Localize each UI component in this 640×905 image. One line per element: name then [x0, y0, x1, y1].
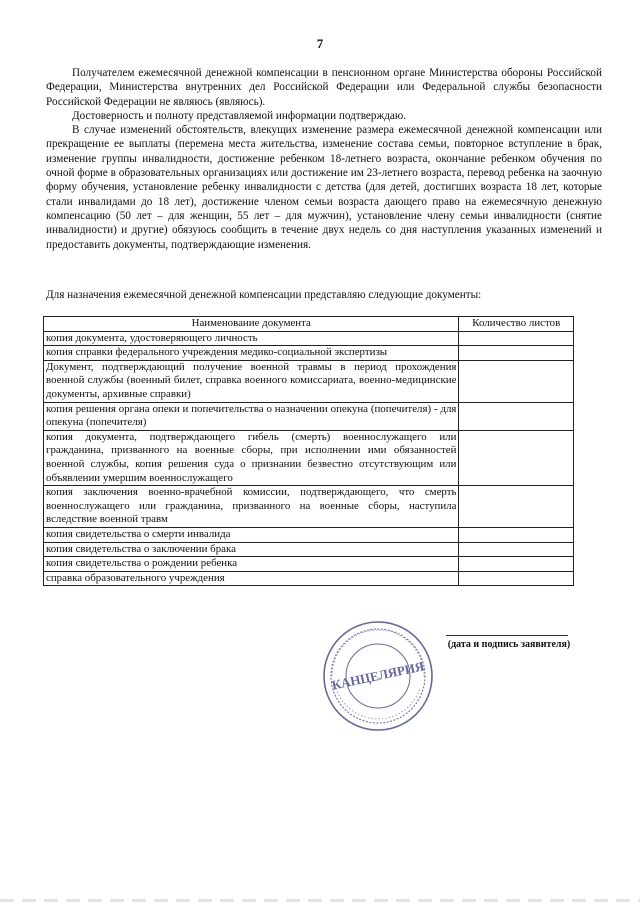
documents-table: [43, 316, 574, 586]
document-name-cell: копия заключения военно-врачебной комиссии, подтверждающего, что смерть военнослужащего или гражданина, призванного на военные сборы, наступила вследствие военной травм: [44, 486, 459, 528]
document-name-cell: копия документа, подтверждающего гибель (смерть) военнослужащего или гражданина, призванного на военные сборы, при исполнении ими обязанностей военной службы, копия решения суда о признании безвестно отсутствующим или объявлении умершим военнослужащего: [44, 430, 459, 485]
document-name-cell: справка образовательного учреждения: [44, 571, 459, 586]
sheet-count-cell[interactable]: [459, 331, 574, 346]
paragraph: Получателем ежемесячной денежной компенсации в пенсионном органе Министерства обороны Российской Федерации, Министерства внутренних дел Российской Федерации или Федеральной службы безопасности Российской Федерации не являюсь (являюсь).: [46, 67, 602, 108]
sheet-count-cell[interactable]: [459, 571, 574, 586]
table-row: [44, 527, 574, 542]
office-stamp: [318, 616, 438, 736]
signature-line[interactable]: [446, 635, 568, 636]
document-name-cell: копия свидетельства о смерти инвалида: [44, 527, 459, 542]
table-row: [44, 557, 574, 572]
table-row: [44, 430, 574, 485]
document-name-cell: копия документа, удостоверяющего личность: [44, 331, 459, 346]
page-number: 7: [316, 36, 324, 51]
stamp-center-text: КАНЦЕЛЯРИЯ: [330, 658, 426, 693]
documents-intro: Для назначения ежемесячной денежной компенсации представляю следующие документы:: [46, 289, 482, 301]
sheet-count-cell[interactable]: [459, 527, 574, 542]
sheet-count-cell[interactable]: [459, 360, 574, 402]
table-row: [44, 331, 574, 346]
sheet-count-cell[interactable]: [459, 542, 574, 557]
declaration-text: [46, 66, 602, 252]
column-header-sheet-count: Количество листов: [459, 317, 574, 332]
document-name-cell: копия решения органа опеки и попечительства о назначении опекуна (попечителя) - для опекуна (попечителя): [44, 402, 459, 430]
sheet-count-cell[interactable]: [459, 402, 574, 430]
sheet-count-cell[interactable]: [459, 430, 574, 485]
document-name-cell: копия свидетельства о рождении ребенка: [44, 557, 459, 572]
sheet-count-cell[interactable]: [459, 557, 574, 572]
table-row: [44, 346, 574, 361]
table-row: [44, 402, 574, 430]
document-name-cell: копия свидетельства о заключении брака: [44, 542, 459, 557]
sheet-count-cell[interactable]: [459, 346, 574, 361]
table-row: [44, 571, 574, 586]
table-row: [44, 486, 574, 528]
paragraph: В случае изменений обстоятельств, влекущих изменение размера ежемесячной денежной компенсации или прекращение ее выплаты (перемена места жительства, изменение состава семьи, повторное вступление в брак, изменение группы инвалидности, достижение ребенком 18-летнего возраста, окончание ребенком обучения по очной форме в образовательных организациях или достижение им 23-летнего возраста, перевод ребенка на заочную форму обучения, установление ребенку инвалидности с детства (для детей, достигших возраста 18 лет, которые стали инвалидами до 18 лет), достижение членом семьи возраста дающего право на ежемесячную денежную компенсацию (50 лет – для женщин, 55 лет – для мужчин), установление члену семьи инвалидности (снятие инвалидности) и другие) обязуюсь сообщить в течение двух недель со дня наступления указанных изменений и предоставить документы, подтверждающие изменения.: [46, 124, 602, 251]
table-row: [44, 542, 574, 557]
document-name-cell: Документ, подтверждающий получение военной травмы в период прохождения военной службы (военный билет, справка военного комиссариата, военно-медицинские документы, архивные справки): [44, 360, 459, 402]
table-header-row: [44, 317, 574, 332]
sheet-count-cell[interactable]: [459, 486, 574, 528]
paragraph: Достоверность и полноту представляемой информации подтверждаю.: [72, 109, 407, 122]
column-header-document-name: Наименование документа: [44, 317, 459, 332]
signature-caption: (дата и подпись заявителя): [447, 639, 571, 650]
scan-edge-artifact: [0, 899, 640, 902]
table-row: [44, 360, 574, 402]
document-name-cell: копия справки федерального учреждения медико-социальной экспертизы: [44, 346, 459, 361]
